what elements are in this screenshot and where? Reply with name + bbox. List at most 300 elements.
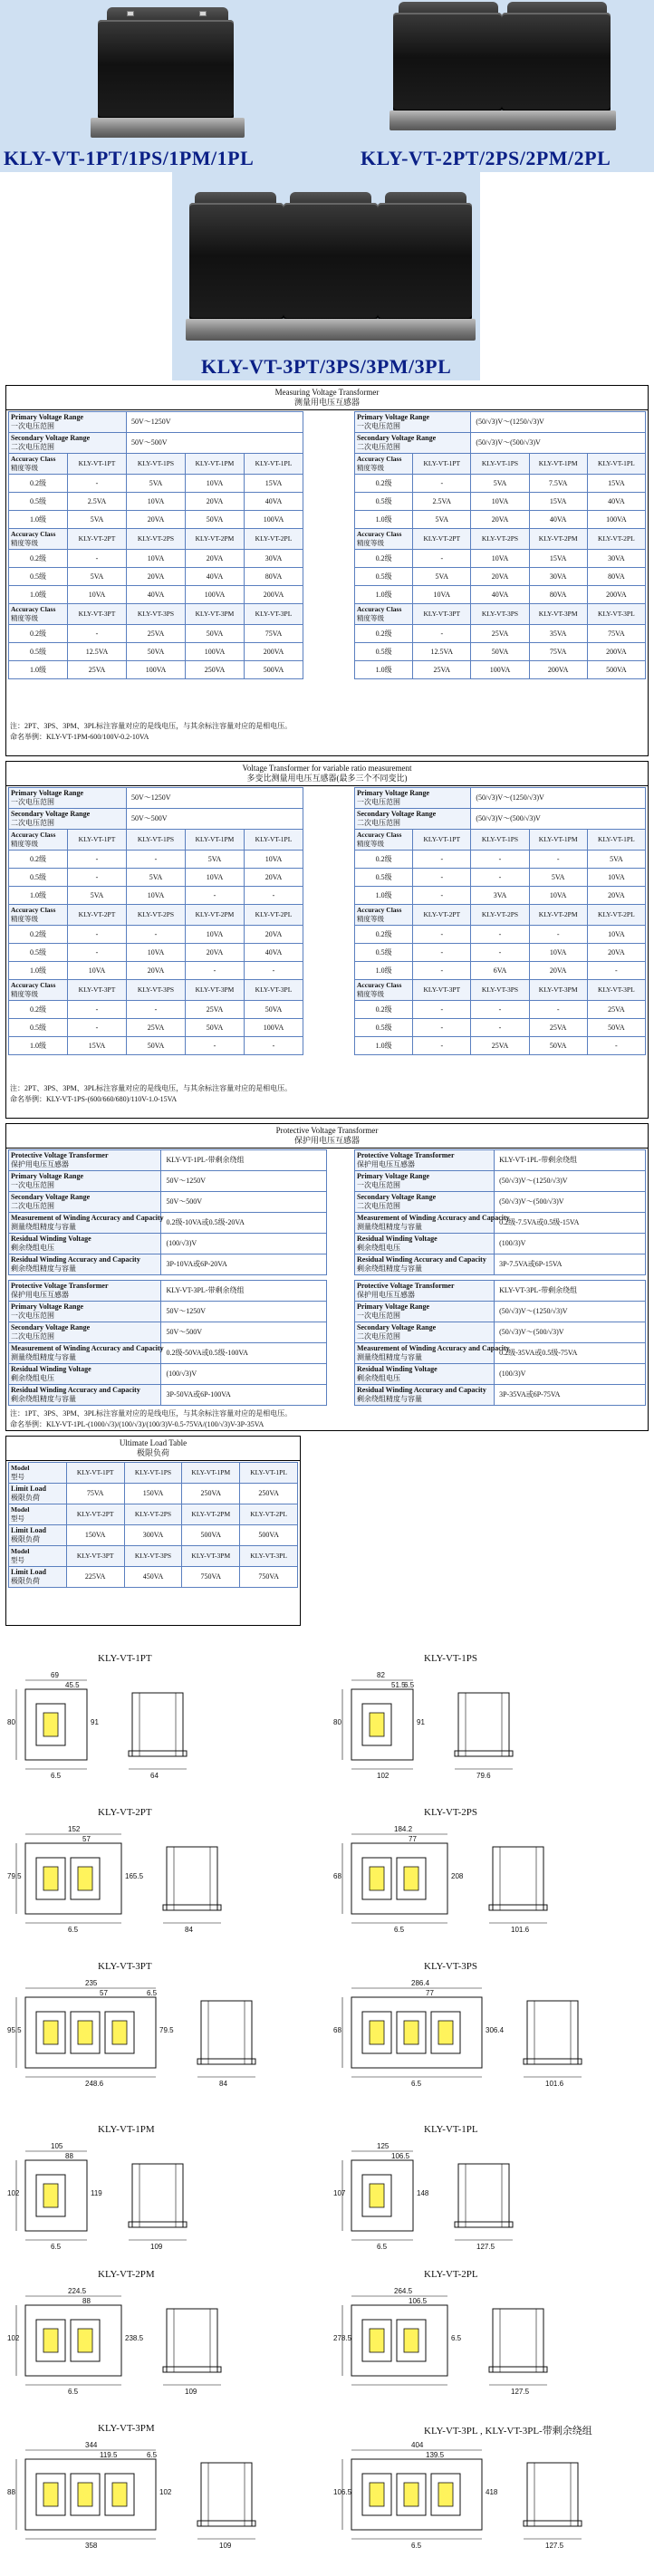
capacity-value: 50VA (245, 1001, 303, 1019)
model-header: KLY-VT-2PS (471, 529, 529, 550)
dimension-value: 358 (85, 2542, 98, 2550)
measuring-note: 注：2PT、3PS、3PM、3PL标注容量对应的是线电压，与其余标注容量对应的是相电压。 (10, 722, 293, 730)
capacity-value: 40VA (245, 944, 303, 962)
protective-param-value: KLY-VT-1PL-带剩余绕组 (161, 1150, 327, 1171)
accuracy-class: 1.0级 (9, 1037, 68, 1055)
accuracy-class: 0.5级 (9, 944, 68, 962)
accuracy-class-label-en: Accuracy Class (357, 530, 402, 538)
capacity-value: - (68, 926, 127, 944)
capacity-value: 15VA (529, 550, 587, 568)
dimension-drawing (7, 1823, 315, 1950)
accuracy-class-label-cn: 精度等级 (11, 539, 38, 547)
dimension-value: 6.5 (377, 2243, 388, 2251)
protective-param-label (9, 1171, 161, 1192)
protective-block-1 (8, 1149, 327, 1275)
primary-voltage-label-en: Primary Voltage Range (357, 413, 429, 421)
accuracy-class-label-cn: 精度等级 (357, 990, 384, 998)
primary-voltage-label (9, 788, 127, 809)
dimension-drawing (7, 1977, 315, 2104)
dimension-drawing (333, 1823, 641, 1950)
capacity-value: - (68, 1001, 127, 1019)
capacity-value: 10VA (413, 586, 471, 604)
protective-param-label-en: Measurement of Winding Accuracy and Capacity (11, 1214, 164, 1222)
model-header: KLY-VT-3PS (471, 980, 529, 1001)
coil-window (438, 2483, 453, 2506)
limit-load-value: 750VA (240, 1567, 298, 1588)
capacity-value: - (471, 851, 529, 869)
dimension-value: 69 (51, 1671, 59, 1679)
accuracy-class: 1.0级 (355, 661, 413, 679)
accuracy-class-label-en: Accuracy Class (11, 455, 56, 463)
dimension-value: 109 (150, 2243, 163, 2251)
variable-left (8, 787, 303, 1055)
protective-param-label-en: Measurement of Winding Accuracy and Capacity (357, 1344, 510, 1352)
primary-voltage-label-en: Primary Voltage Range (11, 413, 83, 421)
limit-load-label (9, 1567, 67, 1588)
secondary-voltage-value: 50V～500V (127, 433, 303, 454)
protective-param-value: 3P-7.5VA或6P-15VA (495, 1254, 646, 1275)
capacity-value: 3VA (471, 887, 529, 905)
secondary-voltage-label (355, 809, 471, 830)
protective-param-label (355, 1234, 495, 1254)
protective-param-label (9, 1213, 164, 1234)
model-header: KLY-VT-2PL (245, 905, 303, 926)
limit-load-value: 150VA (66, 1525, 124, 1546)
capacity-value: - (127, 926, 186, 944)
protective-param-value: 0.2级-35VA或0.5级-75VA (495, 1343, 646, 1364)
side-view-base (524, 2059, 582, 2064)
protective-title-cn: 保护用电压互感器 (293, 1136, 360, 1145)
capacity-value: - (186, 887, 245, 905)
dimension-value: 109 (185, 2388, 197, 2396)
primary-voltage-label-cn: 一次电压范围 (11, 798, 54, 806)
protective-param-label-en: Residual Winding Accuracy and Capacity (357, 1255, 486, 1264)
capacity-value: - (413, 851, 471, 869)
capacity-value: - (68, 625, 127, 643)
drawing-label: KLY-VT-3PT (98, 1961, 152, 1972)
measuring-left (8, 411, 303, 679)
protective-param-value: (100/3)V (495, 1364, 646, 1385)
capacity-value: - (471, 944, 529, 962)
model-header: KLY-VT-3PL (587, 980, 645, 1001)
accuracy-class: 1.0级 (355, 511, 413, 529)
primary-voltage-label-en: Primary Voltage Range (357, 789, 429, 797)
accuracy-class-label-cn: 精度等级 (11, 840, 38, 848)
capacity-value: - (471, 1019, 529, 1037)
capacity-value: 5VA (471, 475, 529, 493)
capacity-value: - (68, 869, 127, 887)
capacity-value: 5VA (186, 851, 245, 869)
dimension-value: 184.2 (394, 1825, 413, 1833)
side-view-base (129, 1751, 187, 1756)
accuracy-class: 0.2级 (9, 926, 68, 944)
protective-param-label-en: Protective Voltage Transformer (11, 1151, 109, 1159)
accuracy-class-label (355, 529, 413, 550)
spec-table (8, 411, 303, 679)
capacity-value: 10VA (587, 869, 645, 887)
accuracy-class: 0.2级 (9, 550, 68, 568)
protective-param-label (9, 1322, 161, 1343)
protective-param-label-en: Residual Winding Voltage (11, 1365, 91, 1373)
dimension-value: 45.5 (65, 1681, 80, 1689)
variable-ratio-section (5, 761, 649, 1119)
ultimate-title-cn: 极限负荷 (136, 1448, 169, 1457)
accuracy-class: 0.2级 (355, 851, 413, 869)
coil-window (112, 2483, 127, 2506)
capacity-value: - (529, 926, 587, 944)
protective-param-value: 50V～1250V (161, 1302, 327, 1322)
drawing-label: KLY-VT-1PT (98, 1653, 152, 1664)
protective-param-value: 0.2级-10VA或0.5级-20VA (161, 1213, 327, 1234)
primary-voltage-value: (50/√3)V～(1250/√3)V (471, 788, 646, 809)
model-header: KLY-VT-3PT (68, 604, 127, 625)
dimension-value: 127.5 (545, 2542, 564, 2550)
primary-voltage-label (9, 412, 127, 433)
side-view-outline (493, 2309, 543, 2372)
protective-param-value: (50/√3)V～(500/√3)V (495, 1322, 646, 1343)
capacity-value: 6VA (471, 962, 529, 980)
accuracy-class-label-cn: 精度等级 (357, 614, 384, 622)
protective-title-en: Protective Voltage Transformer (275, 1126, 379, 1135)
dimension-drawing (333, 2439, 641, 2566)
dimension-value: 6.5 (147, 2451, 158, 2459)
accuracy-class-label (9, 830, 68, 851)
model-header: KLY-VT-3PM (186, 980, 245, 1001)
capacity-value: - (413, 926, 471, 944)
capacity-value: 40VA (245, 493, 303, 511)
dimension-value: 6.5 (68, 1926, 79, 1934)
protective-param-label-en: Residual Winding Accuracy and Capacity (357, 1386, 486, 1394)
model-header: KLY-VT-2PM (182, 1504, 240, 1525)
protective-param-value: 50V～500V (161, 1192, 327, 1213)
drawing-label: KLY-VT-2PM (98, 2269, 155, 2280)
capacity-value: 40VA (529, 511, 587, 529)
accuracy-class-label (9, 454, 68, 475)
accuracy-class: 0.2级 (355, 1001, 413, 1019)
dimension-drawing (7, 2140, 315, 2267)
protective-param-value: (50/√3)V～(1250/√3)V (495, 1171, 646, 1192)
capacity-value: 5VA (529, 869, 587, 887)
accuracy-class-label-en: Accuracy Class (11, 605, 56, 613)
model-header: KLY-VT-2PL (245, 529, 303, 550)
accuracy-class: 0.5级 (9, 568, 68, 586)
protective-param-label-cn: 测量绕组精度与容量 (11, 1353, 76, 1361)
dimension-value: 88 (65, 2152, 73, 2160)
protective-table (354, 1149, 646, 1275)
capacity-value: 100VA (186, 586, 245, 604)
capacity-value: 80VA (587, 568, 645, 586)
limit-load-value: 500VA (182, 1525, 240, 1546)
capacity-value: 20VA (127, 962, 186, 980)
capacity-value: 5VA (127, 869, 186, 887)
primary-voltage-value: 50V～1250V (127, 412, 303, 433)
protective-param-label-cn: 测量绕组精度与容量 (357, 1223, 422, 1231)
drawing-label: KLY-VT-3PS (424, 1961, 478, 1972)
accuracy-class: 0.5级 (355, 1019, 413, 1037)
protective-param-label (9, 1234, 161, 1254)
accuracy-class-label-cn: 精度等级 (11, 915, 38, 923)
secondary-voltage-label-en: Secondary Voltage Range (11, 434, 91, 442)
accuracy-class-label-en: Accuracy Class (357, 455, 402, 463)
protective-param-label (355, 1385, 495, 1406)
capacity-value: 500VA (587, 661, 645, 679)
coil-window (78, 1867, 92, 1890)
capacity-value: 12.5VA (68, 643, 127, 661)
dimension-value: 208 (451, 1872, 464, 1880)
protective-param-label (355, 1302, 495, 1322)
accuracy-class-label-en: Accuracy Class (357, 906, 402, 914)
protective-param-label (355, 1254, 495, 1275)
front-view-outline (25, 2305, 121, 2376)
capacity-value: - (587, 1037, 645, 1055)
protective-param-label-en: Secondary Voltage Range (357, 1193, 437, 1201)
protective-param-value: (50/√3)V～(1250/√3)V (495, 1302, 646, 1322)
model-header: KLY-VT-2PT (413, 905, 471, 926)
protective-param-value: 50V～500V (161, 1322, 327, 1343)
dimension-value: 77 (426, 1989, 434, 1997)
protective-param-label (9, 1281, 161, 1302)
side-view-base (524, 2521, 582, 2526)
drawing-label: KLY-VT-3PM (98, 2423, 155, 2434)
accuracy-class-label-cn: 精度等级 (357, 464, 384, 472)
accuracy-class: 0.2级 (355, 550, 413, 568)
capacity-value: 20VA (127, 568, 186, 586)
model-header: KLY-VT-1PS (471, 830, 529, 851)
model-header: KLY-VT-1PS (124, 1463, 182, 1484)
capacity-value: 25VA (529, 1019, 587, 1037)
capacity-value: 25VA (413, 661, 471, 679)
dimension-value: 84 (219, 2080, 227, 2088)
model-header: KLY-VT-3PS (127, 980, 186, 1001)
protective-table (8, 1149, 327, 1275)
model-label-en: Model (11, 1464, 30, 1472)
dimension-value: 109 (219, 2542, 232, 2550)
product-photo-1p (91, 7, 245, 143)
dimension-drawing (333, 1977, 641, 2104)
secondary-voltage-value: (50/√3)V～(500/√3)V (471, 809, 646, 830)
capacity-value: 5VA (413, 568, 471, 586)
protective-param-label (355, 1150, 495, 1171)
protective-param-value: 0.2级-50VA或0.5级-100VA (161, 1343, 327, 1364)
model-header: KLY-VT-1PT (413, 830, 471, 851)
accuracy-class: 0.2级 (355, 625, 413, 643)
measuring-title-en: Measuring Voltage Transformer (274, 388, 380, 397)
dimension-value: 344 (85, 2441, 98, 2449)
dimension-value: 107 (333, 2189, 346, 2197)
capacity-value: - (413, 869, 471, 887)
accuracy-class-label-en: Accuracy Class (357, 831, 402, 839)
model-header: KLY-VT-3PL (245, 604, 303, 625)
secondary-voltage-label-en: Secondary Voltage Range (11, 810, 91, 818)
accuracy-class: 0.2级 (9, 851, 68, 869)
capacity-value: 40VA (471, 586, 529, 604)
secondary-voltage-label-cn: 二次电压范围 (11, 443, 54, 451)
protective-param-value: (100/√3)V (161, 1234, 327, 1254)
accuracy-class-label-en: Accuracy Class (11, 530, 56, 538)
coil-window (370, 1867, 384, 1890)
protective-param-label-cn: 二次电压范围 (357, 1332, 400, 1341)
protective-param-label-en: Primary Voltage Range (357, 1172, 429, 1180)
model-header: KLY-VT-2PL (240, 1504, 298, 1525)
model-header: KLY-VT-3PM (529, 980, 587, 1001)
ultimate-header (6, 1437, 300, 1461)
secondary-voltage-label (9, 809, 127, 830)
limit-load-value: 300VA (124, 1525, 182, 1546)
primary-voltage-label-cn: 一次电压范围 (11, 422, 54, 430)
protective-param-label-en: Protective Voltage Transformer (357, 1282, 455, 1290)
secondary-voltage-value: 50V～500V (127, 809, 303, 830)
side-view-outline (458, 2164, 509, 2227)
caption-2p: KLY-VT-2PT/2PS/2PM/2PL (361, 147, 611, 169)
protective-param-label-cn: 一次电压范围 (357, 1181, 400, 1189)
dimension-value: 64 (150, 1772, 159, 1780)
protective-param-label-en: Residual Winding Voltage (11, 1235, 91, 1243)
limit-load-value: 150VA (124, 1484, 182, 1504)
capacity-value: 100VA (471, 661, 529, 679)
model-header: KLY-VT-3PL (587, 604, 645, 625)
capacity-value: - (186, 1037, 245, 1055)
dimension-value: 6.5 (404, 1681, 415, 1689)
coil-window (78, 2329, 92, 2352)
model-header: KLY-VT-3PL (245, 980, 303, 1001)
side-view-outline (458, 1693, 509, 1756)
capacity-value: 10VA (529, 887, 587, 905)
model-header: KLY-VT-1PS (127, 830, 186, 851)
accuracy-class-label-cn: 精度等级 (11, 464, 38, 472)
capacity-value: - (68, 851, 127, 869)
protective-param-value: KLY-VT-3PL-带剩余绕组 (161, 1281, 327, 1302)
model-header: KLY-VT-3PM (182, 1546, 240, 1567)
protective-param-label-cn: 剩余绕组精度与容量 (11, 1264, 76, 1273)
protective-table (8, 1280, 327, 1406)
capacity-value: 10VA (186, 869, 245, 887)
model-label-cn: 型号 (11, 1514, 24, 1523)
model-header: KLY-VT-1PM (182, 1463, 240, 1484)
capacity-value: 5VA (68, 568, 127, 586)
ultimate-table (8, 1462, 298, 1588)
dimension-drawing (7, 1669, 315, 1796)
capacity-value: 25VA (68, 661, 127, 679)
measuring-example: 命名举例：KLY-VT-1PM-600/100V-0.2-10VA (10, 733, 149, 741)
accuracy-class: 0.5级 (9, 493, 68, 511)
protective-param-label-cn: 剩余绕组电压 (357, 1244, 400, 1252)
capacity-value: 10VA (127, 550, 186, 568)
accuracy-class-label (355, 830, 413, 851)
ultimate-load-section (5, 1436, 301, 1626)
dimension-value: 101.6 (545, 2080, 564, 2088)
protective-param-label-cn: 剩余绕组精度与容量 (357, 1395, 422, 1403)
dimension-value: 418 (486, 2488, 498, 2496)
capacity-value: 30VA (587, 550, 645, 568)
model-label (9, 1504, 67, 1525)
capacity-value: 20VA (471, 568, 529, 586)
protective-block-2 (354, 1149, 646, 1275)
capacity-value: 10VA (245, 851, 303, 869)
dimension-value: 88 (82, 2297, 91, 2305)
accuracy-class: 0.5级 (9, 643, 68, 661)
accuracy-class-label (9, 604, 68, 625)
dimension-drawings (0, 1635, 654, 2576)
limit-load-value: 225VA (66, 1567, 124, 1588)
capacity-value: - (413, 550, 471, 568)
protective-param-label-cn: 剩余绕组电压 (11, 1374, 54, 1382)
secondary-voltage-label (355, 433, 471, 454)
side-view-base (129, 2222, 187, 2227)
capacity-value: 75VA (529, 643, 587, 661)
coil-window (370, 2329, 384, 2352)
product-photo-banner (0, 0, 654, 380)
capacity-value: 25VA (127, 1019, 186, 1037)
secondary-voltage-label (9, 433, 127, 454)
accuracy-class: 0.5级 (9, 869, 68, 887)
capacity-value: 15VA (245, 475, 303, 493)
dimension-value: 165.5 (125, 1872, 144, 1880)
product-photo-2p (390, 0, 616, 136)
capacity-value: 2.5VA (413, 493, 471, 511)
capacity-value: 250VA (186, 661, 245, 679)
dimension-drawing (333, 2285, 641, 2412)
accuracy-class: 1.0级 (9, 661, 68, 679)
capacity-value: 100VA (245, 511, 303, 529)
dimension-value: 404 (411, 2441, 424, 2449)
dimension-value: 6.5 (68, 2388, 79, 2396)
model-header: KLY-VT-3PL (240, 1546, 298, 1567)
capacity-value: 20VA (186, 493, 245, 511)
accuracy-class-label-en: Accuracy Class (357, 981, 402, 989)
side-view-outline (167, 2309, 217, 2372)
measuring-section (5, 385, 649, 756)
protective-block-3 (8, 1280, 327, 1406)
model-label (9, 1463, 67, 1484)
side-view-outline (527, 2001, 578, 2064)
model-header: KLY-VT-2PS (124, 1504, 182, 1525)
dimension-value: 68 (333, 2026, 341, 2034)
coil-window (370, 1713, 384, 1736)
primary-voltage-label-en: Primary Voltage Range (11, 789, 83, 797)
protective-param-label (355, 1192, 495, 1213)
accuracy-class: 0.5级 (355, 869, 413, 887)
accuracy-class-label-cn: 精度等级 (11, 990, 38, 998)
capacity-value: 10VA (186, 926, 245, 944)
capacity-value: 35VA (529, 625, 587, 643)
accuracy-class: 0.2级 (355, 926, 413, 944)
limit-load-label-cn: 极限负荷 (11, 1577, 40, 1585)
capacity-value: - (68, 550, 127, 568)
protective-header (6, 1124, 648, 1149)
secondary-voltage-label-en: Secondary Voltage Range (357, 810, 437, 818)
capacity-value: 20VA (127, 511, 186, 529)
dimension-value: 306.4 (486, 2026, 505, 2034)
capacity-value: 100VA (245, 1019, 303, 1037)
capacity-value: 50VA (127, 1037, 186, 1055)
dimension-value: 57 (100, 1989, 108, 1997)
dimension-value: 79.5 (159, 2026, 174, 2034)
dimension-value: 51.5 (391, 1681, 406, 1689)
dimension-value: 106.5 (409, 2297, 428, 2305)
accuracy-class: 0.5级 (355, 568, 413, 586)
measuring-header (6, 386, 648, 410)
capacity-value: - (68, 944, 127, 962)
accuracy-class: 1.0级 (9, 511, 68, 529)
dimension-drawing (333, 2140, 641, 2267)
accuracy-class-label (355, 604, 413, 625)
ultimate-load-table (8, 1462, 298, 1588)
capacity-value: 10VA (529, 944, 587, 962)
capacity-value: 30VA (529, 568, 587, 586)
side-view-outline (132, 1693, 183, 1756)
model-header: KLY-VT-3PS (124, 1546, 182, 1567)
protective-param-label (355, 1213, 510, 1234)
